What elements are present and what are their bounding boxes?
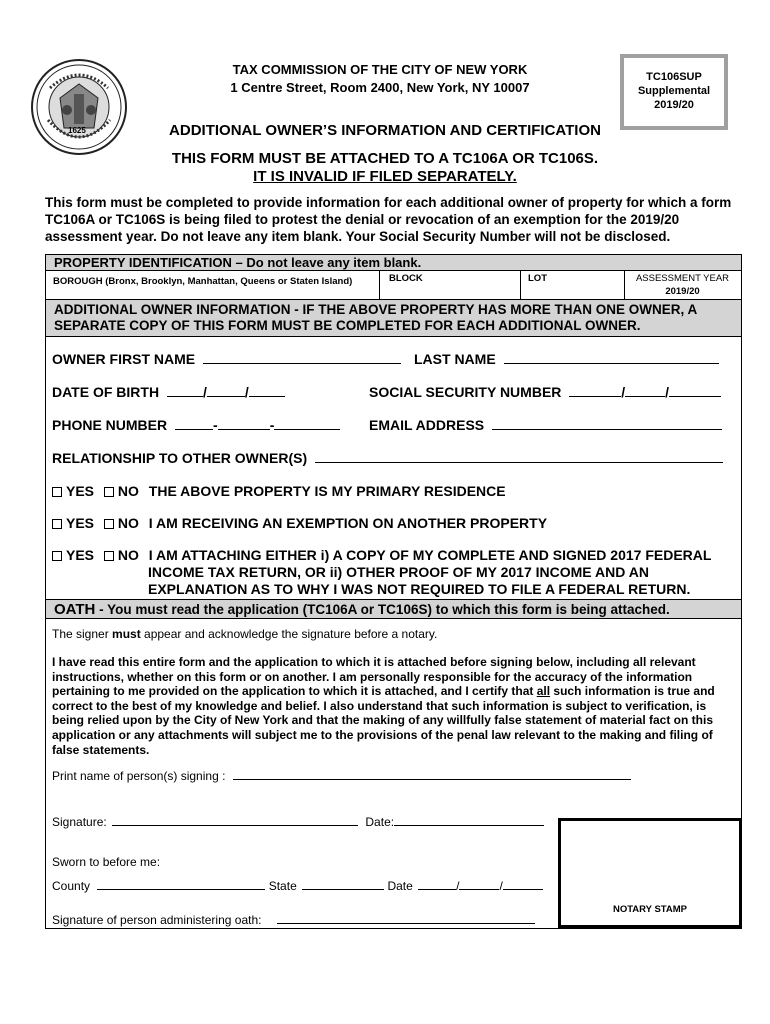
county-label: County	[52, 879, 91, 893]
assessment-year-value: 2019/20	[665, 286, 700, 297]
first-name-input[interactable]	[203, 351, 401, 364]
owner-heading: ADDITIONAL OWNER INFORMATION - IF THE ABOVE PROPERTY HAS MORE THAN ONE OWNER, A SEPARATE COPY OF THIS FORM MUST BE COMPLETED FOR EACH ADDITIONAL OWNER.	[54, 302, 697, 333]
question-text-line1: I AM ATTACHING EITHER i) A COPY OF MY COMPLETE AND SIGNED 2017 FEDERAL	[148, 547, 712, 563]
phone-prefix-input[interactable]	[218, 417, 270, 430]
date-input[interactable]	[394, 813, 544, 826]
yes-checkbox[interactable]	[52, 487, 62, 497]
email-input[interactable]	[492, 417, 722, 430]
dob-month-input[interactable]	[167, 384, 203, 397]
dob-label: DATE OF BIRTH	[52, 384, 160, 400]
certification-text-b: such information is true and correct to the best of my knowledge and belief. I also understand that such information is subject to verification, is being relied upon by the City of New York and that the making of any willfully false statement of material fact on this application or any attachments will subject me to the provisions of the penal law relevant to the making and filing of false statements.	[52, 684, 715, 757]
last-name-input[interactable]	[504, 351, 719, 364]
agency-name: TAX COMMISSION OF THE CITY OF NEW YORK	[232, 62, 528, 77]
no-checkbox[interactable]	[104, 519, 114, 529]
phone-line-input[interactable]	[274, 417, 340, 430]
date2-year-input[interactable]	[503, 877, 543, 890]
yes-label: YES	[66, 515, 95, 531]
question-other-exemption	[52, 515, 547, 531]
relationship-label: RELATIONSHIP TO OTHER OWNER(S)	[52, 450, 308, 466]
seal-year: 1625	[68, 126, 86, 135]
no-label: NO	[117, 483, 139, 499]
no-checkbox[interactable]	[104, 551, 114, 561]
dob-row: DATE OF BIRTH / /	[52, 384, 285, 400]
seal-icon	[30, 58, 128, 156]
notary-instruction-b: appear and acknowledge the signature before a notary.	[140, 627, 438, 641]
city-seal	[30, 58, 128, 156]
notary-stamp-box[interactable]	[558, 818, 742, 928]
signature-label: Signature:	[52, 815, 107, 829]
date-label: Date:	[365, 815, 395, 829]
administering-row	[52, 911, 535, 927]
date2-label: Date	[387, 879, 413, 893]
yes-label: YES	[66, 547, 95, 563]
state-label: State	[268, 879, 297, 893]
no-label: NO	[117, 547, 139, 563]
property-heading: PROPERTY IDENTIFICATION – Do not leave any item blank.	[54, 255, 422, 270]
signature-row	[52, 813, 544, 829]
block-field[interactable]	[379, 271, 521, 299]
page-title: ADDITIONAL OWNER’S INFORMATION AND CERTIFICATION	[169, 122, 601, 139]
owner-heading-bar	[45, 299, 742, 337]
ssn-part3-input[interactable]	[669, 384, 721, 397]
last-name-label: LAST NAME	[414, 351, 496, 367]
ssn-part2-input[interactable]	[625, 384, 665, 397]
lot-label: LOT	[528, 273, 547, 284]
attach-notice-2-text: IT IS INVALID IF FILED SEPARATELY.	[253, 168, 517, 185]
agency-address: 1 Centre Street, Room 2400, New York, NY 10007	[230, 80, 530, 95]
assessment-year-field	[624, 271, 741, 299]
print-name-row	[52, 767, 631, 783]
notary-instruction-a: The signer	[52, 627, 113, 641]
form-year: 2019/20	[654, 99, 694, 111]
relationship-row	[52, 450, 723, 466]
oath-heading-rest: - You must read the application (TC106A or TC106S) to which this form is being attached.	[95, 602, 670, 617]
dob-year-input[interactable]	[249, 384, 285, 397]
date2-day-input[interactable]	[459, 877, 499, 890]
property-row	[45, 270, 742, 300]
question-primary-residence	[52, 483, 506, 499]
borough-field[interactable]	[46, 271, 380, 299]
dob-day-input[interactable]	[207, 384, 245, 397]
form-id: TC106SUP	[646, 71, 702, 83]
date2-month-input[interactable]	[418, 877, 456, 890]
oath-heading-bar	[45, 599, 742, 619]
form-id-box	[620, 54, 728, 130]
lot-field[interactable]	[520, 271, 625, 299]
administering-label: Signature of person administering oath:	[52, 913, 262, 927]
question-text: THE ABOVE PROPERTY IS MY PRIMARY RESIDENCE	[148, 483, 506, 499]
county-input[interactable]	[97, 877, 265, 890]
oath-heading: OATH	[54, 601, 96, 618]
sworn-label: Sworn to before me:	[52, 855, 161, 869]
state-input[interactable]	[302, 877, 384, 890]
phone-row: PHONE NUMBER - -	[52, 417, 340, 433]
ssn-row: SOCIAL SECURITY NUMBER / /	[369, 384, 721, 400]
notary-instruction	[52, 627, 437, 641]
certification-text-a: I have read this entire form and the application to which it is attached before signing below, including all relevant instructions, whether on this form or on another. I am personally responsible for the accuracy of the information pertaining to me provided on the application to which it is attached, and I certify that	[52, 655, 696, 699]
question-tax-return-line2: INCOME TAX RETURN, OR ii) OTHER PROOF OF MY 2017 INCOME AND AN	[148, 564, 649, 580]
county-row: County State Date / /	[52, 877, 543, 893]
ssn-part1-input[interactable]	[569, 384, 621, 397]
question-tax-return-line3: EXPLANATION AS TO WHY I WAS NOT REQUIRED TO FILE A FEDERAL RETURN.	[148, 581, 691, 597]
no-label: NO	[117, 515, 139, 531]
attach-notice-1: THIS FORM MUST BE ATTACHED TO A TC106A OR TC106S.	[171, 150, 599, 167]
no-checkbox[interactable]	[104, 487, 114, 497]
notary-instruction-must: must	[112, 627, 141, 641]
relationship-input[interactable]	[315, 450, 723, 463]
form-subtitle: Supplemental	[637, 85, 711, 97]
email-row	[369, 417, 722, 433]
last-name-row	[414, 351, 719, 367]
first-name-label: OWNER FIRST NAME	[52, 351, 196, 367]
first-name-row	[52, 351, 401, 367]
print-name-label: Print name of person(s) signing :	[52, 769, 226, 783]
property-heading-bar	[45, 254, 742, 271]
ssn-label: SOCIAL SECURITY NUMBER	[369, 384, 562, 400]
borough-label: BOROUGH (Bronx, Brooklyn, Manhattan, Queens or Staten Island)	[53, 276, 353, 287]
question-text: I AM RECEIVING AN EXEMPTION ON ANOTHER PROPERTY	[148, 515, 548, 531]
print-name-input[interactable]	[233, 767, 631, 780]
administering-input[interactable]	[277, 911, 535, 924]
block-label: BLOCK	[389, 273, 423, 284]
signature-input[interactable]	[112, 813, 358, 826]
notary-stamp-label: NOTARY STAMP	[612, 904, 688, 915]
assessment-year-label: ASSESSMENT YEAR	[635, 273, 730, 284]
intro-text: This form must be completed to provide information for each additional owner of property for which a form TC106A or TC106S is being filed to protest the denial or revocation of an exemption for the 2019/20 assessment year. Do not leave any item blank. Your Social Security Number will not be disclosed.	[45, 195, 732, 244]
yes-checkbox[interactable]	[52, 551, 62, 561]
yes-label: YES	[66, 483, 95, 499]
certification-text	[52, 655, 734, 757]
phone-area-input[interactable]	[175, 417, 213, 430]
phone-label: PHONE NUMBER	[52, 417, 168, 433]
attach-notice-2	[130, 168, 640, 185]
email-label: EMAIL ADDRESS	[369, 417, 485, 433]
oath-heading-line	[54, 601, 670, 618]
yes-checkbox[interactable]	[52, 519, 62, 529]
certification-text-all: all	[536, 684, 551, 699]
question-tax-return	[52, 547, 711, 564]
